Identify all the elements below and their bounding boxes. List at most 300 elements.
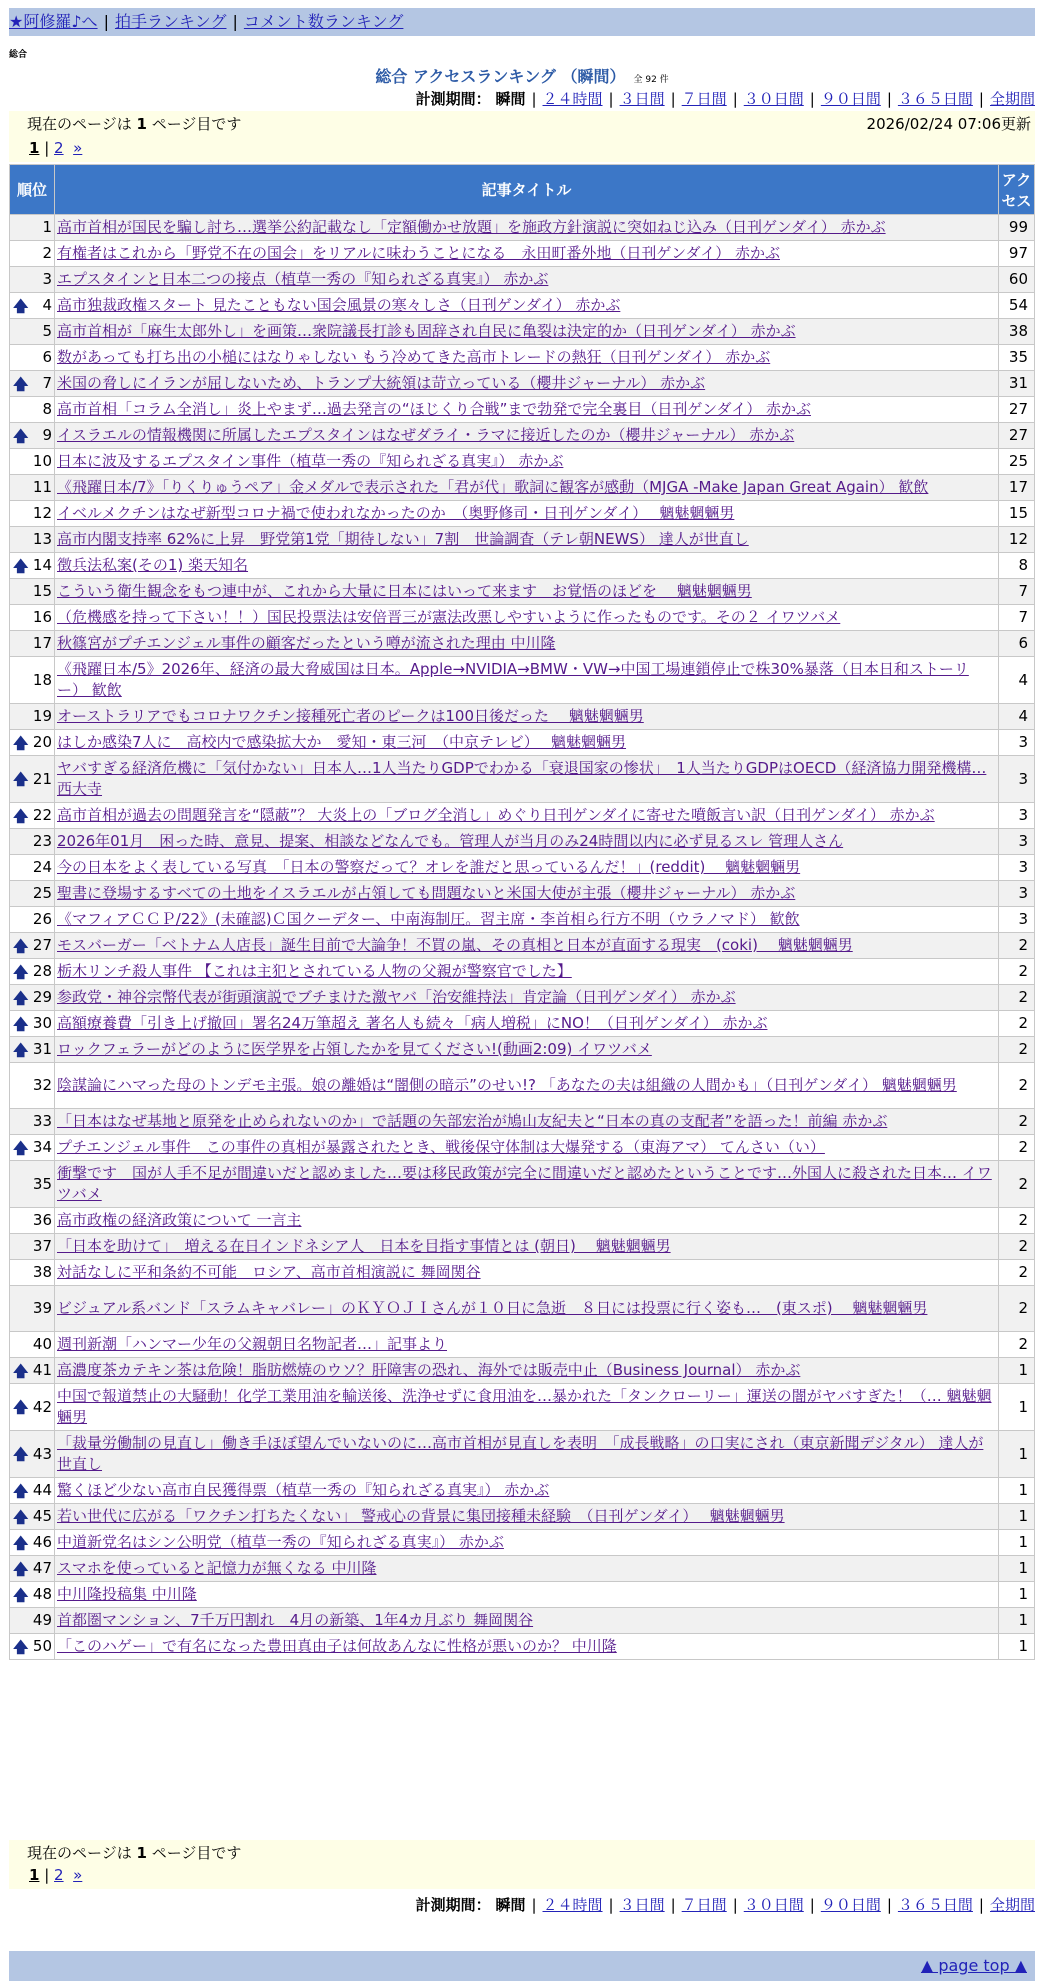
- access-count: 60: [999, 267, 1035, 293]
- rank-number: 30: [32, 1014, 52, 1032]
- article-link[interactable]: 若い世代に広がる「ワクチン打ちたくない」 警戒心の背景に集団接種未経験 （日刊ゲンダイ） 魑魅魍魎男: [57, 1507, 785, 1525]
- period-separator: |: [608, 90, 614, 108]
- rank-cell: [10, 1063, 55, 1109]
- current-page-text: 現在のページは 1 ページ目です: [27, 115, 242, 133]
- rank-number: 8: [42, 400, 52, 418]
- pager: 1 | 2 »: [29, 139, 83, 157]
- up-arrow-icon: 🡅: [13, 962, 29, 981]
- up-arrow-icon: 🡅: [13, 1445, 29, 1463]
- rank-cell: [10, 985, 55, 1011]
- article-link[interactable]: こういう衛生観念をもつ連中が、これから大量に日本にはいって来ます お覚悟のほどを 魑魅魍魎男: [57, 582, 752, 600]
- header-rank: 順位: [10, 165, 55, 215]
- table-row: [10, 605, 1035, 631]
- table-row: [10, 1037, 1035, 1063]
- period-link-6[interactable]: 全期間: [989, 90, 1035, 108]
- rank-cell: [10, 319, 55, 345]
- title-cell: [55, 527, 999, 553]
- table-row: [10, 345, 1035, 371]
- period-separator: |: [732, 1896, 738, 1914]
- rank-cell: [10, 1260, 55, 1286]
- title-cell: [55, 881, 999, 907]
- table-row: [10, 267, 1035, 293]
- article-link[interactable]: 「日本を助けて」 増える在日インドネシア人 日本を目指す事情とは (朝日) 魑魅魍魎男: [57, 1237, 671, 1255]
- table-row: [10, 1011, 1035, 1037]
- period-link-1[interactable]: ３日間: [619, 90, 665, 108]
- table-row: [10, 907, 1035, 933]
- up-arrow-icon: 🡅: [13, 1533, 29, 1552]
- article-link[interactable]: 日本に波及するエプスタイン事件（植草一秀の『知られざる真実』） 赤かぶ: [57, 452, 564, 470]
- article-link[interactable]: 栃木リンチ殺人事件 【これは主犯とされている人物の父親が警察官でした】: [57, 962, 572, 980]
- up-arrow-icon: 🡅: [13, 806, 29, 825]
- article-link[interactable]: 高濃度茶カテキン茶は危険！脂肪燃焼のウソ？肝障害の恐れ、海外では販売中止（Business Journal） 赤かぶ: [57, 1361, 801, 1379]
- rank-number: 39: [32, 1299, 52, 1317]
- title-cell: [55, 501, 999, 527]
- article-link[interactable]: ロックフェラーがどのように医学界を占領したかを見てください!(動画2:09) イワツバメ: [57, 1040, 652, 1058]
- access-count: 4: [999, 704, 1035, 730]
- title-cell: [55, 215, 999, 241]
- period-link-0[interactable]: ２４時間: [542, 1896, 603, 1914]
- up-arrow-icon: 🡅: [13, 296, 29, 315]
- up-arrow-icon: 🡅: [13, 1585, 29, 1604]
- rank-number: 14: [32, 556, 52, 574]
- rank-number: 9: [42, 426, 52, 444]
- table-row: [10, 881, 1035, 907]
- title-cell: [55, 1161, 999, 1208]
- up-arrow-icon: 🡅: [13, 733, 29, 752]
- title-cell: [55, 397, 999, 423]
- page-top-link[interactable]: ▲ page top ▲: [920, 1956, 1027, 1975]
- article-link[interactable]: 首都圏マンション、7千万円割れ 4月の新築、1年4カ月ぶり 舞岡関谷: [57, 1611, 534, 1629]
- period-selector-top: [416, 88, 1035, 109]
- access-count: 17: [999, 475, 1035, 501]
- up-arrow-icon: 🡅: [13, 1138, 29, 1157]
- title-cell: [55, 1634, 999, 1660]
- comment-ranking-link[interactable]: コメント数ランキング: [243, 12, 404, 31]
- article-link[interactable]: ビジュアル系バンド「スラムキャバレー」のＫＹＯＪＩさんが１０日に急逝 ８日には投票に行く姿も… (東スポ) 魑魅魍魎男: [57, 1299, 928, 1317]
- article-link[interactable]: 《マフィアＣＣＰ/22》(未確認)Ｃ国クーデター、中南海制圧。習主席・李首相ら行方不明（ウラノマド） 歓飲: [57, 910, 800, 928]
- rank-number: 48: [32, 1585, 52, 1603]
- up-arrow-icon: 🡅: [13, 426, 29, 445]
- rank-cell: [10, 1011, 55, 1037]
- article-link[interactable]: 陰謀論にハマった母のトンデモ主張。娘の離婚は“闇側の暗示”のせい!? 「あなたの夫は組織の人間かも」（日刊ゲンダイ） 魑魅魍魎男: [57, 1076, 957, 1094]
- title-cell: [55, 1530, 999, 1556]
- article-link[interactable]: はしか感染7人に 高校内で感染拡大か 愛知・東三河 （中京テレビ） 魑魅魍魎男: [57, 733, 627, 751]
- period-selector-bottom: [416, 1894, 1035, 1915]
- period-current: 瞬間: [495, 90, 526, 108]
- rank-cell: [10, 756, 55, 803]
- rank-number: 2: [42, 244, 52, 262]
- up-arrow-icon: 🡅: [13, 556, 29, 575]
- article-link[interactable]: 高市政権の経済政策について 一言主: [57, 1211, 302, 1229]
- title-cell: [55, 985, 999, 1011]
- table-row: [10, 527, 1035, 553]
- pager-page-2[interactable]: 2: [54, 139, 64, 157]
- access-count: 12: [999, 527, 1035, 553]
- rank-cell: [10, 881, 55, 907]
- access-count: 27: [999, 423, 1035, 449]
- access-count: 1: [999, 1608, 1035, 1634]
- access-count: 99: [999, 215, 1035, 241]
- period-current: 瞬間: [495, 1896, 526, 1914]
- table-row: [10, 397, 1035, 423]
- access-count: 3: [999, 803, 1035, 829]
- access-count: 2: [999, 1063, 1035, 1109]
- rank-cell: [10, 293, 55, 319]
- access-count: 1: [999, 1556, 1035, 1582]
- article-link[interactable]: 有権者はこれから「野党不在の国会」をリアルに味わうことになる 永田町番外地（日刊ゲンダイ） 赤かぶ: [57, 244, 780, 262]
- article-link[interactable]: 高市首相が「麻生太郎外し」を画策…衆院議長打診も固辞され自民に亀裂は決定的か（日刊ゲンダイ） 赤かぶ: [57, 322, 796, 340]
- period-separator: |: [670, 1896, 676, 1914]
- article-link[interactable]: 参政党・神谷宗幣代表が街頭演説でブチまけた激ヤバ「治安維持法」肯定論（日刊ゲンダイ） 赤かぶ: [57, 988, 736, 1006]
- article-link[interactable]: イスラエルの情報機関に所属したエプスタインはなぜダライ・ラマに接近したのか（櫻井ジャーナル） 赤かぶ: [57, 426, 795, 444]
- title-cell: [55, 319, 999, 345]
- title-cell: [55, 371, 999, 397]
- article-link[interactable]: 中川隆投稿集 中川隆: [57, 1585, 197, 1603]
- rank-number: 38: [32, 1263, 52, 1281]
- pager-page-2[interactable]: 2: [54, 1866, 64, 1884]
- rank-cell: [10, 397, 55, 423]
- table-row: [10, 215, 1035, 241]
- access-count: 2: [999, 933, 1035, 959]
- rank-cell: [10, 605, 55, 631]
- access-count: 1: [999, 1358, 1035, 1384]
- pager-current: 1: [29, 139, 40, 157]
- rank-number: 18: [32, 670, 52, 689]
- table-row: [10, 1634, 1035, 1660]
- category-label: 総合: [9, 50, 28, 60]
- title-cell: [55, 855, 999, 881]
- article-link[interactable]: 徴兵法私案(その1) 楽天知名: [57, 556, 249, 574]
- period-label: 計測期間：: [415, 90, 491, 108]
- access-count: 2: [999, 1260, 1035, 1286]
- rank-cell: [10, 730, 55, 756]
- access-count: 25: [999, 449, 1035, 475]
- period-link-0[interactable]: ２４時間: [542, 90, 603, 108]
- rank-number: 6: [42, 348, 52, 366]
- rank-number: 28: [32, 962, 52, 980]
- rank-cell: [10, 215, 55, 241]
- access-count: 1: [999, 1504, 1035, 1530]
- rank-cell: [10, 1504, 55, 1530]
- period-separator: |: [978, 1896, 984, 1914]
- rank-cell: [10, 371, 55, 397]
- rank-number: 19: [32, 707, 52, 725]
- rank-number: 45: [32, 1507, 52, 1525]
- rank-number: 34: [32, 1138, 52, 1156]
- article-link[interactable]: （危機感を持って下さい！！）国民投票法は安倍晋三が憲法改悪しやすいように作ったものです。その２ イワツバメ: [57, 608, 841, 626]
- table-row: [10, 803, 1035, 829]
- rank-number: 1: [42, 218, 52, 236]
- table-row: [10, 1286, 1035, 1332]
- rank-cell: [10, 267, 55, 293]
- access-count: 97: [999, 241, 1035, 267]
- up-arrow-icon: 🡅: [13, 1507, 29, 1526]
- rank-number: 33: [32, 1112, 52, 1130]
- access-count: 3: [999, 829, 1035, 855]
- rank-number: 17: [32, 634, 52, 652]
- page-info-top: [9, 111, 1035, 162]
- access-count: 2: [999, 1234, 1035, 1260]
- pager-current: 1: [29, 1866, 40, 1884]
- rank-number: 43: [32, 1444, 52, 1463]
- period-separator: |: [732, 90, 738, 108]
- article-link[interactable]: 高市独裁政権スタート 見たこともない国会風景の寒々しさ（日刊ゲンダイ） 赤かぶ: [57, 296, 621, 314]
- rank-number: 3: [42, 270, 52, 288]
- table-row: [10, 631, 1035, 657]
- updated-timestamp: 2026/02/24 07:06更新: [866, 115, 1031, 133]
- rank-cell: [10, 241, 55, 267]
- article-link[interactable]: 2026年01月 困った時、意見、提案、相談などなんでも。管理人が当月のみ24時間以内に必ず見るスレ 管理人さん: [57, 832, 844, 850]
- access-count: 38: [999, 319, 1035, 345]
- title-cell: [55, 1260, 999, 1286]
- title-cell: [55, 605, 999, 631]
- article-link[interactable]: 驚くほど少ない高市自民獲得票（植草一秀の『知られざる真実』） 赤かぶ: [57, 1481, 550, 1499]
- page-title: [0, 64, 1044, 87]
- title-cell: [55, 267, 999, 293]
- table-row: [10, 449, 1035, 475]
- rank-cell: [10, 1135, 55, 1161]
- rank-number: 7: [42, 374, 52, 392]
- table-row: [10, 475, 1035, 501]
- title-cell: [55, 829, 999, 855]
- title-cell: [55, 1109, 999, 1135]
- access-count: 1: [999, 1431, 1035, 1478]
- title-cell: [55, 423, 999, 449]
- title-cell: [55, 1037, 999, 1063]
- period-separator: |: [809, 90, 815, 108]
- rank-cell: [10, 1208, 55, 1234]
- article-link[interactable]: モスバーガー「ベトナム人店長」誕生目前で大論争！不買の嵐、その真相と日本が直面する現実 (coki) 魑魅魍魎男: [57, 936, 853, 954]
- period-separator: |: [809, 1896, 815, 1914]
- rank-cell: [10, 829, 55, 855]
- access-count: 2: [999, 1332, 1035, 1358]
- table-row: [10, 1161, 1035, 1208]
- rank-number: 44: [32, 1481, 52, 1499]
- rank-cell: [10, 1286, 55, 1332]
- article-link[interactable]: スマホを使っていると記憶力が無くなる 中川隆: [57, 1559, 377, 1577]
- rank-number: 4: [42, 296, 52, 314]
- article-link[interactable]: 週刊新潮「ハンマー少年の父親朝日名物記者…」記事より: [57, 1335, 448, 1353]
- rank-cell: [10, 704, 55, 730]
- page-info-bottom: [9, 1840, 1035, 1889]
- title-cell: [55, 1063, 999, 1109]
- pager-next[interactable]: »: [73, 139, 83, 157]
- rank-number: 40: [32, 1335, 52, 1353]
- table-row: [10, 553, 1035, 579]
- period-link-6[interactable]: 全期間: [989, 1896, 1035, 1914]
- rank-cell: [10, 1530, 55, 1556]
- title-cell: [55, 579, 999, 605]
- period-link-5[interactable]: ３６５日間: [897, 1896, 973, 1914]
- title-cell: [55, 1582, 999, 1608]
- rank-number: 13: [32, 530, 52, 548]
- rank-cell: [10, 449, 55, 475]
- period-link-4[interactable]: ９０日間: [820, 90, 881, 108]
- title-cell: [55, 1358, 999, 1384]
- article-link[interactable]: 《飛躍日本/7》「りくりゅうペア」金メダルで表示された「君が代」歌詞に観客が感動（MJGA -Make Japan Great Again） 歓飲: [57, 478, 929, 496]
- rank-cell: [10, 1332, 55, 1358]
- title-cell: [55, 1286, 999, 1332]
- rank-number: 29: [32, 988, 52, 1006]
- ranking-table: [9, 164, 1035, 1660]
- rank-number: 5: [42, 322, 52, 340]
- title-cell: [55, 657, 999, 704]
- access-count: 54: [999, 293, 1035, 319]
- access-count: 2: [999, 985, 1035, 1011]
- article-link[interactable]: 高市首相「コラム全消し」炎上やまず…過去発言の“ほじくり合戦”まで勃発で完全裏目（日刊ゲンダイ） 赤かぶ: [57, 400, 811, 418]
- title-cell: [55, 907, 999, 933]
- article-link[interactable]: 中国で報道禁止の大騒動！化学工業用油を輸送後、洗浄せずに食用油を…暴かれた「タンクローリー」運送の闇がヤバすぎた！（… 魑魅魍魎男: [57, 1387, 992, 1426]
- period-link-2[interactable]: ７日間: [681, 90, 727, 108]
- table-row: [10, 829, 1035, 855]
- article-link[interactable]: 高市首相が過去の問題発言を“隠蔽”？ 大炎上の「ブログ全消し」めぐり日刊ゲンダイに寄せた噴飯言い訳（日刊ゲンダイ） 赤かぶ: [57, 806, 935, 824]
- table-row: [10, 319, 1035, 345]
- access-count: 2: [999, 1135, 1035, 1161]
- period-link-1[interactable]: ３日間: [619, 1896, 665, 1914]
- period-link-3[interactable]: ３０日間: [743, 90, 804, 108]
- article-link[interactable]: 米国の脅しにイランが屈しないため、トランプ大統領は苛立っている（櫻井ジャーナル） 赤かぶ: [57, 374, 706, 392]
- title-cell: [55, 241, 999, 267]
- rank-number: 50: [32, 1637, 52, 1655]
- access-count: 8: [999, 553, 1035, 579]
- rank-number: 12: [32, 504, 52, 522]
- table-row: [10, 1478, 1035, 1504]
- article-link[interactable]: 秋篠宮がプチエンジェル事件の顧客だったという噂が流された理由 中川隆: [57, 634, 556, 652]
- rank-cell: [10, 423, 55, 449]
- current-page-text: 現在のページは 1 ページ目です: [27, 1844, 242, 1862]
- table-row: [10, 933, 1035, 959]
- title-cell: [55, 1431, 999, 1478]
- access-count: 2: [999, 1286, 1035, 1332]
- period-link-3[interactable]: ３０日間: [743, 1896, 804, 1914]
- rank-number: 25: [32, 884, 52, 902]
- period-link-4[interactable]: ９０日間: [820, 1896, 881, 1914]
- header-access: アクセス: [999, 165, 1035, 215]
- table-row: [10, 730, 1035, 756]
- period-link-5[interactable]: ３６５日間: [897, 90, 973, 108]
- up-arrow-icon: 🡅: [13, 1361, 29, 1380]
- up-arrow-icon: 🡅: [13, 1481, 29, 1500]
- rank-number: 27: [32, 936, 52, 954]
- title-cell: [55, 293, 999, 319]
- title-cell: [55, 345, 999, 371]
- title-cell: [55, 1135, 999, 1161]
- nav-separator: |: [232, 12, 238, 31]
- article-link[interactable]: 中道新党名はシン公明党（植草一秀の『知られざる真実』） 赤かぶ: [57, 1533, 504, 1551]
- table-row: [10, 657, 1035, 704]
- ranking-title: 総合 アクセスランキング （瞬間）: [375, 67, 626, 86]
- access-count: 1: [999, 1634, 1035, 1660]
- pager-next[interactable]: »: [73, 1866, 83, 1884]
- article-link[interactable]: 高額療養費「引き上げ撤回」署名24万筆超え 著名人も続々「病人増税」にNO！（日刊ゲンダイ） 赤かぶ: [57, 1014, 768, 1032]
- rank-number: 41: [32, 1361, 52, 1379]
- rank-number: 36: [32, 1211, 52, 1229]
- bottom-bar: [9, 1951, 1035, 1981]
- table-row: [10, 1384, 1035, 1431]
- rank-cell: [10, 1608, 55, 1634]
- rank-cell: [10, 1431, 55, 1478]
- up-arrow-icon: 🡅: [13, 1398, 29, 1416]
- access-count: 2: [999, 959, 1035, 985]
- rank-number: 32: [32, 1076, 52, 1094]
- article-link[interactable]: イベルメクチンはなぜ新型コロナ禍で使われなかったのか （奥野修司・日刊ゲンダイ） 魑魅魍魎男: [57, 504, 735, 522]
- access-count: 3: [999, 881, 1035, 907]
- rank-cell: [10, 657, 55, 704]
- rank-cell: [10, 1556, 55, 1582]
- access-count: 31: [999, 371, 1035, 397]
- article-link[interactable]: エプスタインと日本二つの接点（植草一秀の『知られざる真実』） 赤かぶ: [57, 270, 549, 288]
- article-link[interactable]: 対話なしに平和条約不可能 ロシア、高市首相演説に 舞岡関谷: [57, 1263, 481, 1281]
- article-link[interactable]: 衝撃です 国が人手不足が間違いだと認めました…要は移民政策が完全に間違いだと認めたということです…外国人に殺された日本… イワツバメ: [57, 1164, 992, 1203]
- title-cell: [55, 803, 999, 829]
- table-row: [10, 1358, 1035, 1384]
- access-count: 15: [999, 501, 1035, 527]
- rank-cell: [10, 345, 55, 371]
- access-count: 3: [999, 730, 1035, 756]
- home-link[interactable]: ★阿修羅♪へ: [9, 12, 98, 31]
- access-count: 2: [999, 1011, 1035, 1037]
- article-link[interactable]: 「このハゲー」で有名になった豊田真由子は何故あんなに性格が悪いのか？ 中川隆: [57, 1637, 617, 1655]
- article-link[interactable]: 《飛躍日本/5》2026年、経済の最大脅威国は日本。Apple→NVIDIA→BMW・VW→中国工場連鎖停止で株30%暴落（日本日和ストーリー） 歓飲: [57, 660, 969, 699]
- article-link[interactable]: 「裁量労働制の見直し」働き手ほぼ望んでいないのに…高市首相が見直しを表明 「成長戦略」の口実にされ（東京新聞デジタル） 達人が世直し: [57, 1434, 984, 1473]
- period-link-2[interactable]: ７日間: [681, 1896, 727, 1914]
- clap-ranking-link[interactable]: 拍手ランキング: [114, 12, 227, 31]
- article-link[interactable]: 数があっても打ち出の小槌にはなりゃしない もう冷めてきた高市トレードの熱狂（日刊ゲンダイ） 赤かぶ: [57, 348, 771, 366]
- article-link[interactable]: プチエンジェル事件 この事件の真相が暴露されたとき、戦後保守体制は大爆発する（東海アマ） てんさい（い）: [57, 1138, 825, 1156]
- header-title: 記事タイトル: [55, 165, 999, 215]
- top-nav-bar: [9, 8, 1035, 36]
- period-separator: |: [608, 1896, 614, 1914]
- rank-cell: [10, 553, 55, 579]
- article-link[interactable]: 高市首相が国民を騙し討ち…選挙公約記載なし「定額働かせ放題」を施政方針演説に突如ねじ込み（日刊ゲンダイ） 赤かぶ: [57, 218, 886, 236]
- period-separator: |: [670, 90, 676, 108]
- title-cell: [55, 1556, 999, 1582]
- rank-cell: [10, 501, 55, 527]
- rank-cell: [10, 1582, 55, 1608]
- title-cell: [55, 933, 999, 959]
- access-count: 3: [999, 907, 1035, 933]
- period-separator: |: [886, 1896, 892, 1914]
- table-row: [10, 1504, 1035, 1530]
- access-count: 27: [999, 397, 1035, 423]
- title-cell: [55, 704, 999, 730]
- rank-cell: [10, 475, 55, 501]
- ranking-rows: [10, 215, 1035, 1660]
- access-count: 1: [999, 1384, 1035, 1431]
- title-cell: [55, 475, 999, 501]
- title-cell: [55, 756, 999, 803]
- period-label: 計測期間：: [415, 1896, 491, 1914]
- title-cell: [55, 553, 999, 579]
- table-row: [10, 855, 1035, 881]
- access-count: 4: [999, 657, 1035, 704]
- rank-number: 15: [32, 582, 52, 600]
- table-row: [10, 1208, 1035, 1234]
- rank-number: 22: [32, 806, 52, 824]
- article-link[interactable]: 聖書に登場するすべての土地をイスラエルが占領しても問題ないと米国大使が主張（櫻井ジャーナル） 赤かぶ: [57, 884, 796, 902]
- article-link[interactable]: 今の日本をよく表している写真 「日本の警察だって？オレを誰だと思っているんだ！」(reddit) 魑魅魍魎男: [57, 858, 801, 876]
- article-link[interactable]: オーストラリアでもコロナワクチン接種死亡者のピークは100日後だった 魑魅魍魎男: [57, 707, 644, 725]
- article-link[interactable]: 高市内閣支持率 62%に上昇 野党第1党「期待しない」7割 世論調査（テレ朝NEWS） 達人が世直し: [57, 530, 749, 548]
- article-link[interactable]: 「日本はなぜ基地と原発を止められないのか」で話題の矢部宏治が鳩山友紀夫と“日本の真の支配者”を語った！前編 赤かぶ: [57, 1112, 888, 1130]
- rank-number: 26: [32, 910, 52, 928]
- table-row: [10, 579, 1035, 605]
- table-row: [10, 1234, 1035, 1260]
- rank-cell: [10, 1384, 55, 1431]
- article-link[interactable]: ヤバすぎる経済危機に「気付かない」日本人…1人当たりGDPでわかる「衰退国家の惨状」 1人当たりGDPはOECD（経済協力開発機構… 西大寺: [57, 759, 987, 798]
- rank-cell: [10, 1161, 55, 1208]
- access-count: 2: [999, 1161, 1035, 1208]
